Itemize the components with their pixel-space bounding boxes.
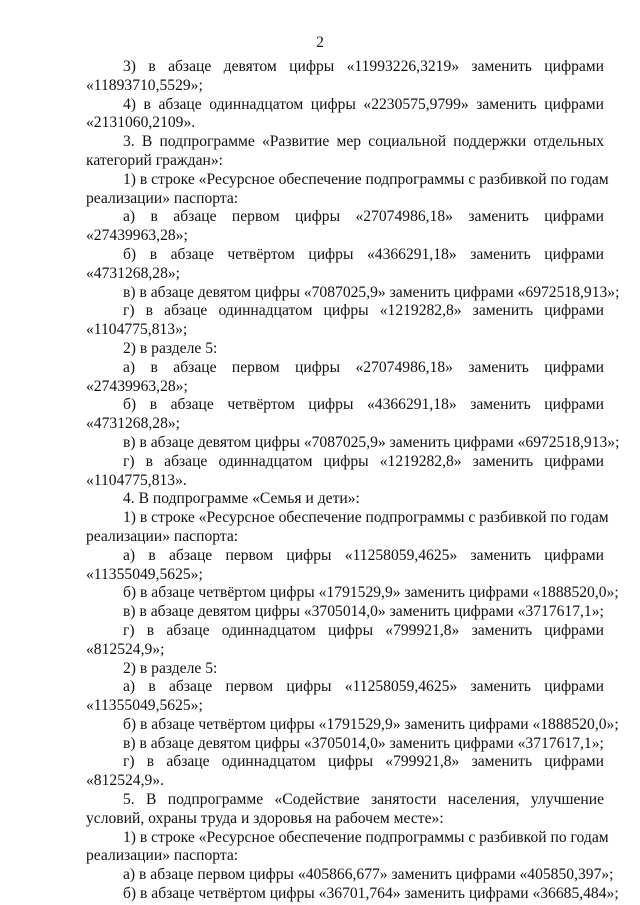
text-line: «27439963,28»; [86,227,188,245]
text-line: «4731268,28»; [86,264,180,282]
text-line: в) в абзаце девятом цифры «3705014,0» заменить цифрами «3717617,1»; [123,603,604,621]
text-line: «812524,9»; [86,640,165,658]
text-line: б) в абзаце четвёртом цифры «4366291,18» заменить цифрами [123,396,604,414]
text-line: «11355049,5625»; [86,697,203,715]
text-line: а) в абзаце первом цифры «405866,677» заменить цифрами «405850,397»; [123,866,614,884]
page-number: 2 [316,34,324,51]
text-line: 4. В подпрограмме «Семья и дети»: [123,490,360,508]
text-line: б) в абзаце четвёртом цифры «1791529,9» заменить цифрами «1888520,0»; [123,715,619,733]
text-line: 2) в разделе 5: [123,659,218,677]
text-line: г) в абзаце одиннадцатом цифры «1219282,8» заменить цифрами [123,302,604,320]
text-line: «4731268,28»; [86,415,180,433]
document-body [86,58,620,904]
text-line: «11893710,5529»; [86,76,203,94]
text-line: а) в абзаце первом цифры «27074986,18» заменить цифрами [123,208,604,226]
text-line: реализации» паспорта: [86,847,239,865]
text-line: б) в абзаце четвёртом цифры «1791529,9» заменить цифрами «1888520,0»; [123,584,619,602]
text-line: «1104775,813»; [86,321,188,339]
text-line: б) в абзаце четвёртом цифры «36701,764» заменить цифрами «36685,484»; [123,885,619,903]
text-line: 1) в строке «Ресурсное обеспечение подпрограммы с разбивкой по годам [123,170,609,188]
text-line: «11355049,5625»; [86,565,203,583]
text-line: в) в абзаце девятом цифры «7087025,9» заменить цифрами «6972518,913»; [123,433,620,451]
text-line: в) в абзаце девятом цифры «7087025,9» заменить цифрами «6972518,913»; [123,283,620,301]
text-line: г) в абзаце одиннадцатом цифры «1219282,8» заменить цифрами [123,452,604,470]
text-line: а) в абзаце первом цифры «11258059,4625» заменить цифрами [123,678,604,696]
text-line: «2131060,2109». [86,114,196,132]
text-line: в) в абзаце девятом цифры «3705014,0» заменить цифрами «3717617,1»; [123,734,604,752]
text-line: г) в абзаце одиннадцатом цифры «799921,8» заменить цифрами [123,621,604,639]
text-line: 1) в строке «Ресурсное обеспечение подпрограммы с разбивкой по годам [123,828,609,846]
text-line: б) в абзаце четвёртом цифры «4366291,18» заменить цифрами [123,245,604,263]
text-line: реализации» паспорта: [86,189,239,207]
text-line: 2) в разделе 5: [123,339,218,357]
text-line: 1) в строке «Ресурсное обеспечение подпрограммы с разбивкой по годам [123,509,609,527]
text-line: г) в абзаце одиннадцатом цифры «799921,8» заменить цифрами [123,753,604,771]
text-line: реализации» паспорта: [86,527,239,545]
text-line: «1104775,813». [86,471,187,489]
text-line: а) в абзаце первом цифры «11258059,4625» заменить цифрами [123,546,604,564]
text-line: «812524,9». [86,772,164,790]
text-line: условий, охраны труда и здоровья на рабочем месте»: [86,809,444,827]
text-line: «27439963,28»; [86,377,188,395]
text-line: 4) в абзаце одиннадцатом цифры «2230575,9799» заменить цифрами [123,95,604,113]
text-line: 3) в абзаце девятом цифры «11993226,3219» заменить цифрами [123,58,604,75]
text-line: 5. В подпрограмме «Содействие занятости населения, улучшение [123,791,604,809]
text-line: 3. В подпрограмме «Развитие мер социальной поддержки отдельных [123,133,604,151]
text-line: категорий граждан»: [86,151,224,169]
text-line: а) в абзаце первом цифры «27074986,18» заменить цифрами [123,358,604,376]
